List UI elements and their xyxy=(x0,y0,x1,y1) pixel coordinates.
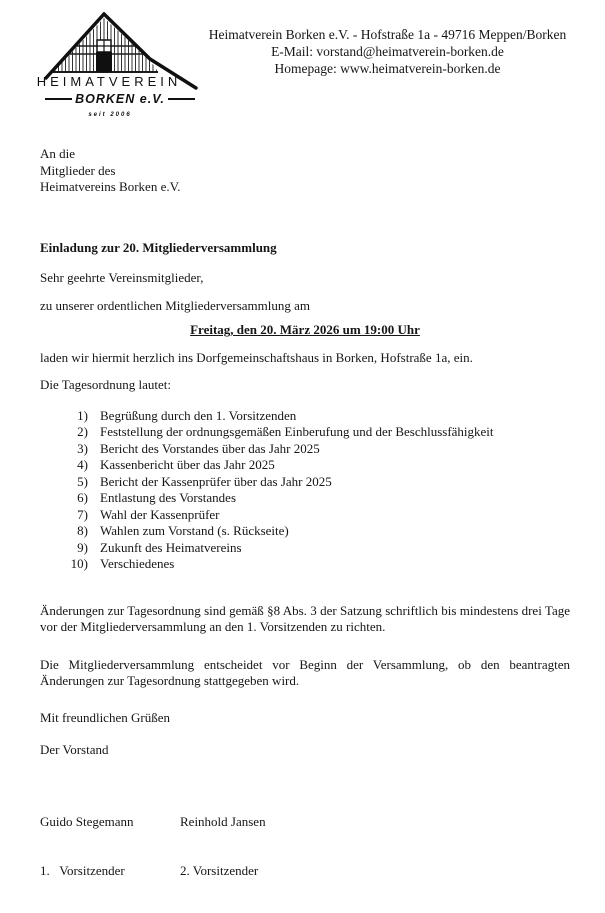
body-paragraph-amendments: Änderungen zur Tagesordnung sind gemäß §8 Abs. 3 der Satzung schriftlich bis mindestens drei Tage vor der Mitgliederversammlung an den 1. Vorsitzenden zu richten. xyxy=(40,602,570,634)
recipient-line: Mitglieder des xyxy=(40,162,116,178)
signature-first-chairman xyxy=(40,781,180,913)
agenda-item xyxy=(40,441,570,458)
agenda-item xyxy=(40,457,570,474)
subject-title: Einladung zur 20. Mitgliederversammlung xyxy=(40,239,277,255)
agenda-list xyxy=(40,408,570,573)
agenda-item xyxy=(40,408,570,425)
body-paragraph-decision: Die Mitgliederversammlung entscheidet vor Beginn der Versammlung, ob den beantragten Änderungen zur Tagesordnung stattgegeben wird. xyxy=(40,656,570,688)
logo-right-dash xyxy=(168,98,195,100)
contact-line-email: E-Mail: vorstand@heimatverein-borken.de xyxy=(271,44,504,59)
agenda-item xyxy=(40,556,570,573)
agenda-item-text: Wahlen zum Vorstand (s. Rückseite) xyxy=(100,523,289,538)
agenda-item xyxy=(40,507,570,524)
recipient-block xyxy=(40,146,570,196)
signature-block xyxy=(40,781,570,913)
invitation-line: laden wir hiermit herzlich ins Dorfgemeinschaftshaus in Borken, Hofstraße 1a, ein. xyxy=(40,349,473,365)
agenda-item-text: Begrüßung durch den 1. Vorsitzenden xyxy=(100,407,297,423)
logo-since-text: seit 2006 xyxy=(88,112,132,118)
club-logo xyxy=(35,10,205,122)
agenda-item xyxy=(40,490,570,507)
logo-club-name: HEIMATVEREIN xyxy=(36,74,182,89)
recipient-line: An die xyxy=(40,146,76,161)
agenda-item-number: 1) xyxy=(77,407,88,423)
contact-line-address: Heimatverein Borken e.V. - Hofstraße 1a - 49716 Meppen/Borken xyxy=(208,27,567,42)
agenda-item-text: Bericht des Vorstandes über das Jahr 2025 xyxy=(100,440,320,456)
agenda-item-text: Wahl der Kassenprüfer xyxy=(100,506,220,522)
agenda-item xyxy=(40,523,570,540)
agenda-item-number: 5) xyxy=(77,473,88,489)
logo-subname-text: BORKEN e.V. xyxy=(75,92,165,106)
agenda-item-text: Kassenbericht über das Jahr 2025 xyxy=(100,457,275,472)
agenda-item xyxy=(40,474,570,491)
closing-line: Mit freundlichen Grüßen xyxy=(40,709,170,725)
contact-line-homepage: Homepage: www.heimatverein-borken.de xyxy=(274,61,501,76)
intro-line: zu unserer ordentlichen Mitgliederversammlung am xyxy=(40,297,311,313)
signature-role: 2. Vorsitzender xyxy=(180,863,259,878)
agenda-item xyxy=(40,424,570,441)
agenda-item-number: 10) xyxy=(70,556,88,571)
agenda-item-text: Entlastung des Vorstandes xyxy=(100,490,237,505)
agenda-item-number: 2) xyxy=(77,424,88,439)
agenda-item-text: Feststellung der ordnungsgemäßen Einberufung und der Beschlussfähigkeit xyxy=(100,424,494,439)
agenda-item-number: 4) xyxy=(77,457,88,472)
agenda-item-text: Bericht der Kassenprüfer über das Jahr 2025 xyxy=(100,473,332,489)
agenda-item-number: 8) xyxy=(77,523,88,538)
letterhead xyxy=(36,10,570,122)
signature-name: Guido Stegemann xyxy=(40,813,134,829)
agenda-item-text: Verschiedenes xyxy=(100,556,175,571)
sender-line: Der Vorstand xyxy=(40,742,109,757)
agenda-item-number: 9) xyxy=(77,539,88,555)
recipient-line: Heimatvereins Borken e.V. xyxy=(40,179,181,194)
agenda-item-text: Zukunft des Heimatvereins xyxy=(100,539,242,555)
agenda-item-number: 3) xyxy=(77,440,88,456)
agenda-item xyxy=(40,540,570,557)
agenda-intro: Die Tagesordnung lautet: xyxy=(40,377,171,392)
logo-left-dash xyxy=(45,98,72,100)
signature-role: 1. Vorsitzender xyxy=(40,863,125,878)
logo-club-subname xyxy=(35,91,205,108)
meeting-date-line: Freitag, den 20. März 2026 um 19:00 Uhr xyxy=(190,322,420,337)
agenda-item-number: 7) xyxy=(77,506,88,522)
agenda-item-number: 6) xyxy=(77,490,88,505)
signature-name: Reinhold Jansen xyxy=(180,813,266,829)
salutation: Sehr geehrte Vereinsmitglieder, xyxy=(40,270,204,285)
contact-block xyxy=(205,10,570,122)
signature-second-chairman xyxy=(180,781,266,913)
